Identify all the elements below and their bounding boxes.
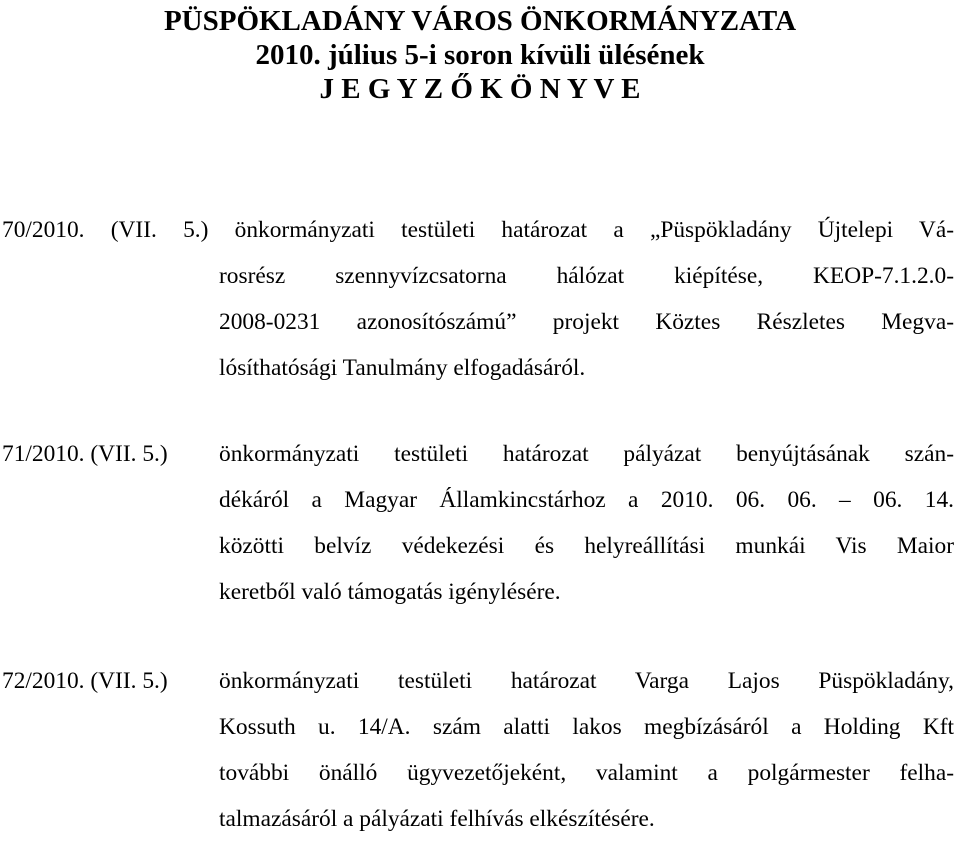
resolution-line: önkormányzati testületi határozat Varga Lajos Püspökladány,	[219, 668, 954, 694]
resolution-line: önkormányzati testületi határozat pályázat benyújtásának szán-	[219, 441, 954, 467]
resolution-line: keretből való támogatás igénylésére.	[219, 579, 561, 605]
resolution-line: talmazásáról a pályázati felhívás elkészítésére.	[219, 806, 655, 832]
resolution-line: rosrész szennyvízcsatorna hálózat kiépítése, KEOP-7.1.2.0-	[219, 263, 954, 289]
resolution-line: lósíthatósági Tanulmány elfogadásáról.	[219, 355, 586, 381]
resolution-line: 2008-0231 azonosítószámú” projekt Köztes Részletes Megva-	[219, 309, 954, 335]
resolution-number: 71/2010. (VII. 5.)	[2, 441, 168, 467]
resolution-number: 72/2010. (VII. 5.)	[2, 668, 168, 694]
resolution-line: további önálló ügyvezetőjeként, valamint a polgármester felha-	[219, 760, 954, 786]
resolution-70	[0, 207, 960, 391]
resolution-line: dékáról a Magyar Államkincstárhoz a 2010. 06. 06. – 06. 14.	[219, 487, 954, 513]
resolution-71	[0, 431, 960, 615]
session-subtitle: 2010. július 5-i soron kívüli ülésének	[255, 39, 705, 71]
resolution-line: Kossuth u. 14/A. szám alatti lakos megbízásáról a Holding Kft	[219, 714, 954, 740]
minutes-title: J E G Y Z Ő K Ö N Y V E	[319, 73, 641, 105]
document-header	[0, 4, 960, 106]
resolution-line: 70/2010. (VII. 5.) önkormányzati testületi határozat a „Püspökladány Újtelepi Vá-	[2, 217, 954, 243]
resolution-line: közötti belvíz védekezési és helyreállítási munkái Vis Maior	[219, 533, 954, 559]
resolution-72	[0, 658, 960, 842]
municipality-title: PÜSPÖKLADÁNY VÁROS ÖNKORMÁNYZATA	[163, 5, 797, 37]
